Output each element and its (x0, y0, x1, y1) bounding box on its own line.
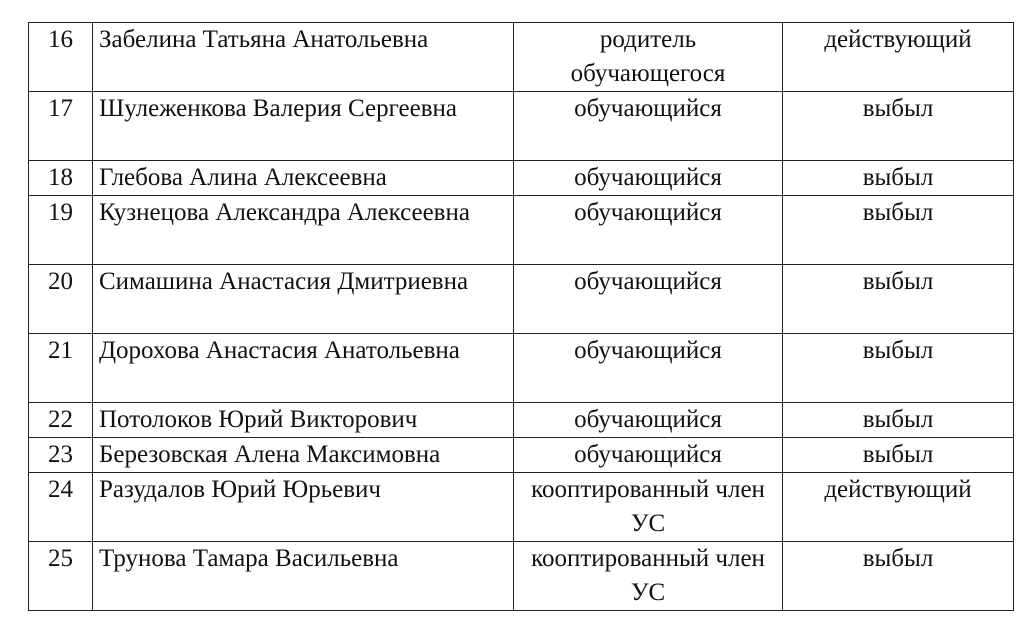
member-role: родитель обучающегося (514, 23, 783, 92)
row-number: 18 (29, 161, 93, 196)
row-number: 22 (29, 403, 93, 438)
member-name: Потолоков Юрий Викторович (93, 403, 514, 438)
row-number: 20 (29, 265, 93, 334)
row-number: 19 (29, 196, 93, 265)
member-status: выбыл (783, 542, 1014, 611)
member-status: выбыл (783, 403, 1014, 438)
row-number: 25 (29, 542, 93, 611)
table-row (29, 196, 1014, 265)
table-row (29, 161, 1014, 196)
member-status: выбыл (783, 438, 1014, 473)
row-number: 21 (29, 334, 93, 403)
table-row (29, 438, 1014, 473)
member-name: Березовская Алена Максимовна (93, 438, 514, 473)
member-role: обучающийся (514, 92, 783, 161)
member-name: Шулеженкова Валерия Сергеевна (93, 92, 514, 161)
table-body (29, 23, 1014, 611)
member-role: кооптированный член УС (514, 473, 783, 542)
member-role: обучающийся (514, 403, 783, 438)
member-name: Разудалов Юрий Юрьевич (93, 473, 514, 542)
row-number: 16 (29, 23, 93, 92)
member-role: обучающийся (514, 265, 783, 334)
member-name: Трунова Тамара Васильевна (93, 542, 514, 611)
member-status: действующий (783, 473, 1014, 542)
member-status: действующий (783, 23, 1014, 92)
member-name: Забелина Татьяна Анатольевна (93, 23, 514, 92)
member-role: обучающийся (514, 161, 783, 196)
member-status: выбыл (783, 265, 1014, 334)
table-row (29, 92, 1014, 161)
member-status: выбыл (783, 161, 1014, 196)
table-row (29, 473, 1014, 542)
member-name: Симашина Анастасия Дмитриевна (93, 265, 514, 334)
member-name: Дорохова Анастасия Анатольевна (93, 334, 514, 403)
member-status: выбыл (783, 334, 1014, 403)
table-row (29, 23, 1014, 92)
member-name: Глебова Алина Алексеевна (93, 161, 514, 196)
member-role: обучающийся (514, 334, 783, 403)
member-role: обучающийся (514, 196, 783, 265)
table-row (29, 265, 1014, 334)
row-number: 23 (29, 438, 93, 473)
member-role: обучающийся (514, 438, 783, 473)
council-members-table (28, 22, 1014, 611)
row-number: 24 (29, 473, 93, 542)
row-number: 17 (29, 92, 93, 161)
table-row (29, 542, 1014, 611)
member-status: выбыл (783, 196, 1014, 265)
member-status: выбыл (783, 92, 1014, 161)
member-name: Кузнецова Александра Алексеевна (93, 196, 514, 265)
member-role: кооптированный член УС (514, 542, 783, 611)
table-row (29, 334, 1014, 403)
table-row (29, 403, 1014, 438)
